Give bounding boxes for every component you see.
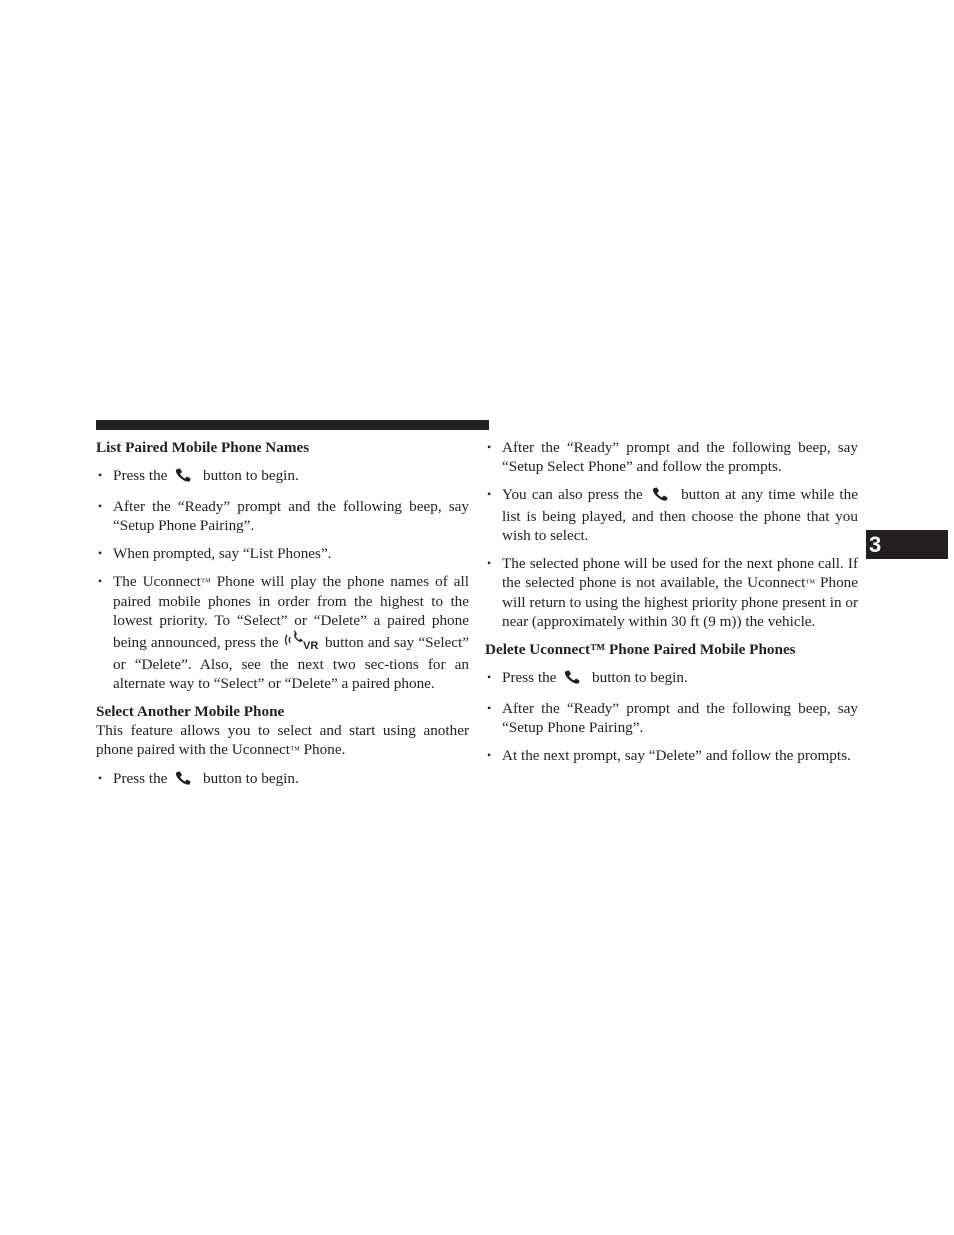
bullet-setup-phone-pairing: • After the “Ready” prompt and the following beep, say “Setup Phone Pairing”. [485, 699, 858, 737]
bullet-press-phone-begin-2: • Press the button to begin. [96, 769, 469, 791]
phone-handset-icon [648, 486, 676, 507]
bullet-press-anytime: • You can also press the button at any time while the list is being played, and then choose the phone that you wish to select. [485, 485, 858, 545]
bullet-press-phone-begin-3: • Press the button to begin. [485, 668, 858, 690]
voice-command-vr-icon [283, 630, 321, 655]
section-top-rule [96, 420, 489, 430]
bullet-uconnect-play-names: • The Uconnect™ Phone will play the phone names of all paired mobile phones in order from the highest to the lowest priority. To “Select” or “Delete” a paired phone being announced, press the VR button and say “Select” or “Delete”. Also, see the next two sec-tions for an alternate way to “Select” or “Delete” a paired phone. [96, 572, 469, 693]
bullet-selected-phone-next-call: • The selected phone will be used for the next phone call. If the selected phone is not available, the Uconnect™ Phone will return to using the highest priority phone present in or near (approximately within 30 ft (9 m)) the vehicle. [485, 554, 858, 631]
phone-handset-icon [171, 467, 199, 488]
bullet-ready-prompt: • After the “Ready” prompt and the following beep, say “Setup Phone Pairing”. [96, 497, 469, 535]
phone-handset-icon [171, 770, 199, 791]
svg-text:VR: VR [302, 640, 319, 650]
delete-phone-bullets [485, 668, 858, 765]
select-phone-bullets-continued [485, 438, 858, 631]
bullet-press-phone-begin: • Press the button to begin. [96, 466, 469, 488]
heading-list-paired-phones: List Paired Mobile Phone Names [96, 439, 310, 456]
left-column [96, 438, 469, 791]
heading-select-another-phone: Select Another Mobile Phone [96, 703, 285, 720]
select-feature-description: This feature allows you to select and start using another phone paired with the Uconnect™ Phone. [96, 722, 469, 758]
select-phone-bullets [96, 769, 469, 791]
chapter-tab: 3 [866, 530, 948, 559]
list-paired-bullets [96, 466, 469, 693]
bullet-list-phones: • When prompted, say “List Phones”. [96, 544, 469, 563]
right-column [485, 438, 858, 765]
bullet-say-delete: • At the next prompt, say “Delete” and follow the prompts. [485, 746, 858, 765]
phone-handset-icon [560, 669, 588, 690]
bullet-setup-select-phone: • After the “Ready” prompt and the following beep, say “Setup Select Phone” and follow the prompts. [485, 438, 858, 476]
heading-delete-paired-phones: Delete Uconnect™ Phone Paired Mobile Phones [485, 641, 796, 658]
